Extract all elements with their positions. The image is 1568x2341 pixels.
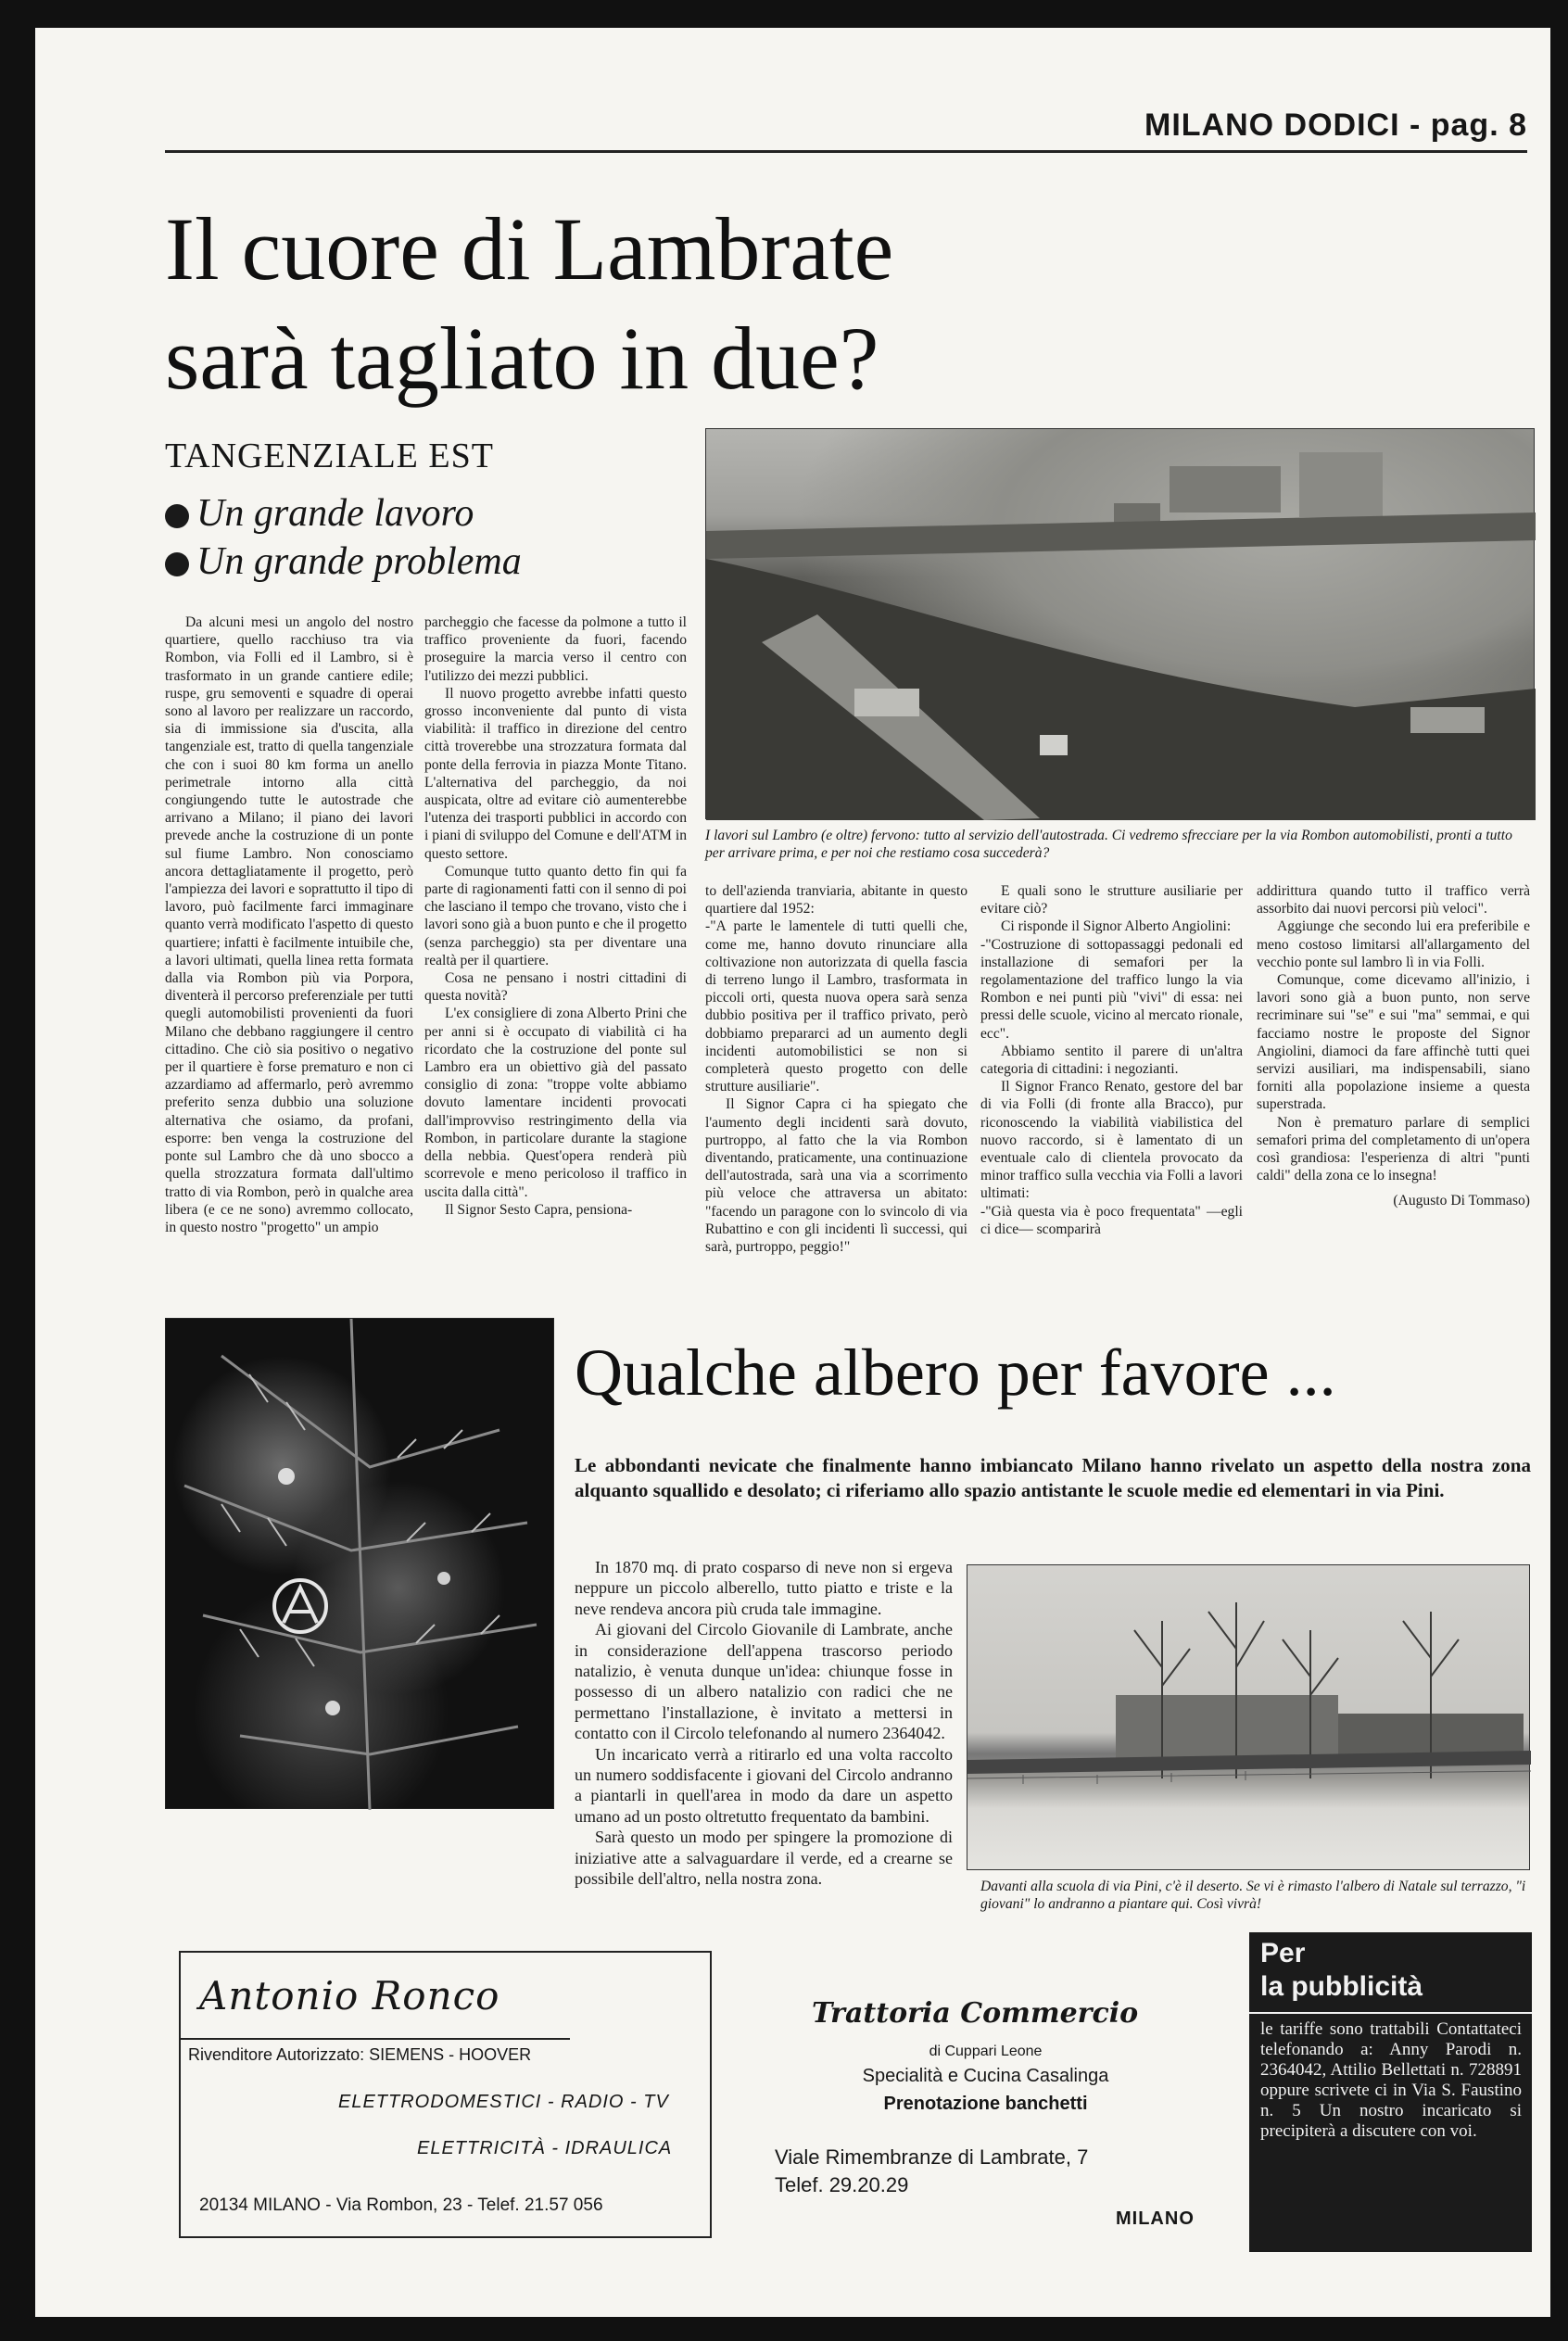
lambro-photo-caption: I lavori sul Lambro (e oltre) fervono: tutto al servizio dell'autostrada. Ci vedremo sfrecciare per la via Rombon automobilisti, pronti a tutto per arrivare prima, e per noi che restiamo cosa succederà? <box>705 828 1512 861</box>
article1-column-3 <box>705 882 967 1256</box>
article1-column-2 <box>424 614 687 1219</box>
article1-col2-p3: Comunque tutto quanto detto fin qui fa parte di ragionamenti fatti con il senno di poi che lasciano il tempo che trovano, visto che i lavori sono già a buon punto e che il progetto (senza parcheggio) sta per diventare una realtà per il quartiere. <box>424 863 687 968</box>
article-title-line-2: sarà tagliato in due? <box>165 309 879 408</box>
article1-col5-p4: Non è prematuro parlare di semplici semafori prima del completamento di un'opera così grandiosa: l'esperienza di altri "punti caldi" della zona ce lo insegna! <box>1257 1114 1530 1184</box>
trattoria-line-1: Specialità e Cucina Casalinga <box>862 2066 1109 2086</box>
trattoria-city: MILANO <box>1116 2208 1195 2229</box>
bullet-1-text: Un grande lavoro <box>196 492 474 535</box>
article1-col3-p1: to dell'azienda tranviaria, abitante in questo quartiere dal 1952: <box>705 883 967 917</box>
trattoria-line-2: Prenotazione banchetti <box>883 2094 1088 2114</box>
pubblicita-title-2: la pubblicità <box>1260 1971 1423 2002</box>
article1-col5-p1: addirittura quando tutto il traffico verrà assorbito dai nuovi percorsi più veloci". <box>1257 883 1530 917</box>
bullet-dot-icon <box>165 504 189 528</box>
ronco-name: Antonio Ronco <box>199 1973 500 2018</box>
header-rule <box>165 150 1527 153</box>
christmas-tree-photo <box>165 1318 554 1809</box>
trattoria-owner: di Cuppari Leone <box>929 2044 1043 2059</box>
article1-col1-text: Da alcuni mesi un angolo del nostro quartiere, quello racchiuso tra via Rombon, via Folli ed il Lambro, si è trasformato in un grande cantiere edile; ruspe, gru semoventi e squadre di operai sono al lavoro per realizzare un raccordo, sia di immissione sia d'uscita, alla tangenziale est, tratto di quella tangenziale che con i suoi 80 km forma un anello perimetrale intorno alla città congiungendo tutte le autostrade che arrivano a Milano; il piano dei lavori prevede anche la costruzione di un ponte sul fiume Lambro. Non conosciamo ancora dettagliatamente il progetto, però l'ampiezza dei lavori e soprattutto il tipo di lavoro, può facilmente farci immaginare quanto verrà modificato l'aspetto di questo quartiere; infatti è facilmente intuibile che, a lavori ultimati, quella linea retta formata dalla via Rombon più via Porpora, diventerà il percorso preferenziale per tutti quegli automobilisti provenienti da fuori Milano che debbano raggiungere il centro cittadino. Che ciò sia positivo o negativo per il quartiere è forse prematuro e non ci azzardiamo ad affermarlo, però avremmo preferito senza dubbio una soluzione alternativa che osiamo, da profani, esporre: ben venga la costruzione del ponte sul Lambro che dà uno sbocco a quella strozzatura formata dall'ultimo tratto di via Rombon, però in qualche area libera (e ce ne sono) avremmo collocato, in questo nostro "progetto" un ampio <box>165 614 413 1235</box>
article1-col4-p4: Abbiamo sentito il parere di un'altra categoria di cittadini: i negozianti. <box>980 1043 1243 1078</box>
pubblicita-title-1: Per <box>1260 1938 1306 1968</box>
article1-col2-p1: parcheggio che facesse da polmone a tutto il traffico proveniente da fuori, facendo proseguire la marcia verso il centro con l'utilizzo dei mezzi pubblici. <box>424 614 687 684</box>
article1-col5-p3: Comunque, come dicevamo all'inizio, i lavori sono già a buon punto, non serve recriminare sui "se" e sui "ma" semmai, e qui facciamo nostre le proposte del Signor Angiolini, diamoci da fare affinchè tutti quei servizi ausiliari, ma indispensabili, siano forniti alla popolazione insieme a questa superstrada. <box>1257 972 1530 1113</box>
article1-col2-p2: Il nuovo progetto avrebbe infatti questo grosso inconveniente dal punto di vista viabilità: il traffico in direzione del centro città troverebbe una strozzatura formata dal ponte della ferrovia in piazza Monte Titano. L'alternativa del parcheggio, da noi auspicata, oltre ad evitare ciò aumenterebbe l'utenza dei trasporti pubblici in accordo con i piani di sviluppo del Comune e dell'ATM in questo settore. <box>424 685 687 862</box>
ad-antonio-ronco <box>179 1951 712 2238</box>
bullet-dot-icon <box>165 552 189 576</box>
ronco-line-3: ELETTRICITÀ - IDRAULICA <box>417 2138 673 2158</box>
article2-body <box>575 1557 953 1890</box>
article1-column-1 <box>165 614 413 1236</box>
ronco-rule <box>181 2038 570 2040</box>
article2-p2: Ai giovani del Circolo Giovanile di Lambrate, anche in considerazione dell'appena trascorso periodo natalizio, è venuta dunque un'idea: chiunque fosse in possesso di un albero natalizio con radici che ne permettano l'installazione, è invitato a mettersi in contatto con il Circolo telefonando al numero 2364042. <box>575 1620 953 1743</box>
ronco-address: 20134 MILANO - Via Rombon, 23 - Telef. 21.57 056 <box>199 2195 603 2215</box>
article1-col3-p2: -"A parte le lamentele di tutti quelli che, come me, hanno dovuto rinunciare alla coltivazione non autorizzata di quella fascia di terreno lungo il Lambro, trasformata in piccoli orti, questa nuova opera sarà senza dubbio positiva per il traffico privato, però dobbiamo prepararci ad un aumento degli incidenti automobilistici se non si completerà questo progetto con delle strutture ausiliarie". <box>705 918 967 1095</box>
running-head: MILANO DODICI - pag. 8 <box>1144 108 1527 143</box>
article1-col4-p1: E quali sono le strutture ausiliarie per evitare ciò? <box>980 883 1243 917</box>
article1-col2-p4: Cosa ne pensano i nostri cittadini di questa novità? <box>424 970 687 1005</box>
article1-col2-p6: Il Signor Sesto Capra, pensiona- <box>445 1201 633 1218</box>
article2-p1: In 1870 mq. di prato cosparso di neve non si ergeva neppure un piccolo alberello, tutto piatto e triste e la neve rendeva ancora più cruda tale immagine. <box>575 1558 953 1618</box>
article1-col3-p3: Il Signor Capra ci ha spiegato che l'aumento degli incidenti sarà dovuto, purtroppo, al fatto che la via Rombon diventando, praticamente, una continuazione dell'autostrada, sarà una via a scorrimento più veloce che attraversa un abitato: "facendo un paragone con lo svincolo di via Rubattino e con gli incidenti lì successi, qui sarà, purtroppo, peggio!" <box>705 1096 967 1256</box>
article1-col2-p5: L'ex consigliere di zona Alberto Prini che per anni si è occupato di viabilità ci ha ricordato che la costruzione del ponte sul Lambro era un obiettivo già del passato consiglio di zona: "troppe volte abbiamo dovuto lamentare incidenti provocati dall'improvviso restringimento della via Rombon, in particolare durante la stagione della nebbia. Quest'opera renderà più scorrevole e meno pericoloso il traffico in uscita dalla città". <box>424 1006 687 1200</box>
kicker: TANGENZIALE EST <box>165 437 494 475</box>
article1-signature: (Augusto Di Tommaso) <box>1393 1193 1530 1209</box>
ad-pubblicita <box>1249 1932 1532 2252</box>
newspaper-page <box>35 28 1550 2317</box>
christmas-tree-sketch <box>166 1319 555 1810</box>
article1-column-5 <box>1257 882 1530 1210</box>
article1-column-4 <box>980 882 1243 1238</box>
trattoria-name: Trattoria Commercio <box>812 1997 1139 2030</box>
article2-lead: Le abbondanti nevicate che finalmente hanno imbiancato Milano hanno rivelato un aspetto della nostra zona alquanto squallido e desolato; ci riferiamo allo spazio antistante le scuole medie ed elementari in via Pini. <box>575 1454 1531 1501</box>
trattoria-address: Viale Rimembranze di Lambrate, 7 <box>775 2145 1089 2169</box>
school-photo-caption: Davanti alla scuola di via Pini, c'è il deserto. Se vi è rimasto l'albero di Natale sul terrazzo, "i giovani" lo andranno a piantare qui. Così vivrà! <box>980 1879 1526 1912</box>
article2-p3: Un incaricato verrà a ritirarlo ed una volta raccolto un numero soddisfacente i giovani del Circolo andranno a piantarli in quell'area in modo da dare un aspetto umano ad un posto oltretutto frequentato da bambini. <box>575 1744 953 1826</box>
school-photo-sketch <box>967 1565 1531 1871</box>
trattoria-phone: Telef. 29.20.29 <box>775 2173 909 2196</box>
lambro-photo-sketch <box>706 429 1536 820</box>
pubblicita-body: le tariffe sono trattabili Contattateci telefonando a: Anny Parodi n. 2364042, Attilio Bellettati n. 728891 oppure scrivete ci in Via S. Faustino n. 5 Un nostro incaricato si precipiterà a discutere con voi. <box>1260 2019 1522 2141</box>
bullet-2 <box>165 539 522 584</box>
bullet-2-text: Un grande problema <box>196 540 522 583</box>
ronco-line-1: Rivenditore Autorizzato: SIEMENS - HOOVER <box>188 2045 532 2064</box>
article1-col4-p6: -"Già questa via è poco frequentata" —egli ci dice— scomparirà <box>980 1203 1243 1237</box>
lambro-construction-photo <box>705 428 1535 819</box>
article1-col5-p2: Aggiunge che secondo lui era preferibile e meno costoso limitarsi all'allargamento del vecchio ponte sul lambro lì in via Folli. <box>1257 918 1530 970</box>
bullet-1 <box>165 491 474 536</box>
article2-title: Qualche albero per favore ... <box>575 1335 1336 1410</box>
article2-p4: Sarà questo un modo per spingere la promozione di iniziative atte a salvaguardare il verde, ed a crearne se possibile dell'altro, nella nostra zona. <box>575 1828 953 1889</box>
article-title <box>165 195 1184 413</box>
school-photo <box>967 1564 1530 1870</box>
article1-col4-p3: -"Costruzione di sottopassaggi pedonali ed installazione di semafori per la regolamentazione del traffico lungo la via Rombon e nei punti più "vivi" di essa: nei pressi delle scuole, vicino al mercato rionale, ecc". <box>980 936 1243 1042</box>
article1-col4-p5: Il Signor Franco Renato, gestore del bar di via Folli (di fronte alla Bracco), pur riconoscendo la viabilità viabilistica del nuovo raccordo, si è lamentato di un eventuale calo di clientela provocato da minor traffico sulla vecchia via Folli a lavori ultimati: <box>980 1079 1243 1202</box>
ronco-line-2: ELETTRODOMESTICI - RADIO - TV <box>338 2092 669 2112</box>
pubblicita-rule <box>1249 2012 1532 2014</box>
article-title-line-1: Il cuore di Lambrate <box>165 199 894 298</box>
ad-trattoria-commercio <box>738 1951 1233 2238</box>
article1-col4-p2: Ci risponde il Signor Alberto Angiolini: <box>1001 918 1232 935</box>
